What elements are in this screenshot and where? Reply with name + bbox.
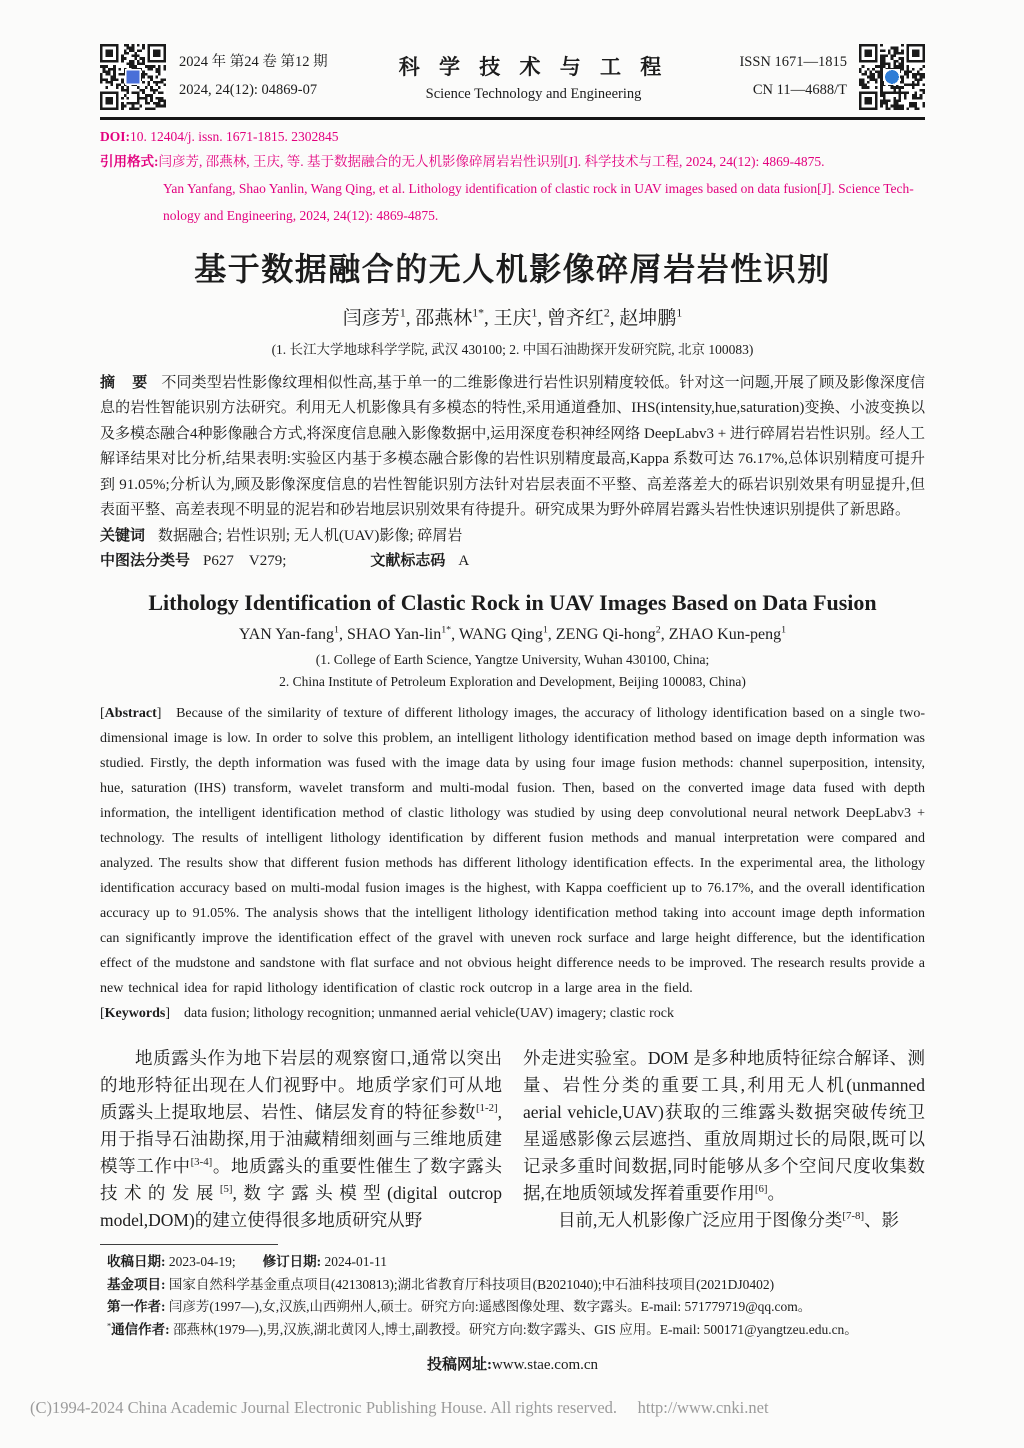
keywords-cn (100, 524, 925, 550)
body-column-right (523, 1045, 925, 1234)
footnotes (100, 1251, 925, 1341)
clc-label: 中图法分类号 (100, 553, 191, 569)
body-paragraph: 目前,无人机影像广泛应用于图像分类[7-8]、影 (558, 1209, 900, 1230)
affiliation-cn: (1. 长江大学地球科学学院, 武汉 430100; 2. 中国石油勘探开发研究院, 北京 100083) (271, 341, 754, 357)
doi-line: DOI:10. 12404/j. issn. 1671-1815. 2302845 (100, 128, 339, 144)
body-column-left (100, 1045, 502, 1234)
journal-title-en: Science Technology and Engineering (425, 86, 642, 102)
affiliation-en-line2: 2. China Institute of Petroleum Exploration and Development, Beijing 100083, China) (279, 673, 746, 689)
body-paragraph: 地质露头作为地下岩层的观察窗口,通常以突出的地形特征出现在人们视野中。地质学家们可从地质露头上提取地层、岩性、储层发育的特征参数[1-2],用于指导石油勘探,用于油藏精细刻画与三维地质建模等工作中[3-4]。地质露头的重要性催生了数字露头技术的发展[5],数字露头模型(digital outcrop model,DOM)的建立使得很多地质研究从野 (100, 1047, 503, 1230)
footnote-corresponding-author: *通信作者: 邵燕林(1979—),男,汉族,湖北黄冈人,博士,副教授。研究方向:数字露头、GIS 应用。E-mail: 500171@yangtzeu.edu.cn。 (107, 1321, 858, 1337)
cn-number: CN 11—4688/T (752, 82, 847, 98)
issue-line2: 2024, 24(12): 04869-07 (179, 82, 318, 98)
submission-url: 投稿网址:www.stae.com.cn (426, 1357, 599, 1373)
copyright-footer: (C)1994-2024 China Academic Journal Electronic Publishing House. All rights reserved. http://www.cnki.net (30, 1398, 769, 1417)
footnote-first-author: 第一作者: 闫彦芳(1997—),女,汉族,山西朔州人,硕士。研究方向:遥感图像处理、数字露头。E-mail: 571779719@qq.com。 (107, 1299, 812, 1314)
journal-names (328, 51, 740, 103)
footnote-funding: 基金项目: 国家自然科学基金重点项目(42130813);湖北省教育厅科技项目(B2021040);中石油科技项目(2021DJ0402) (107, 1276, 775, 1292)
affiliation-en-line1: (1. College of Earth Science, Yangtze University, Wuhan 430100, China; (315, 651, 710, 667)
footnote-separator (100, 1244, 278, 1246)
issue-line1: 2024 年 第24 卷 第12 期 (179, 54, 328, 71)
masthead (100, 44, 925, 110)
issn-number: ISSN 1671—1815 (739, 54, 847, 71)
header-rule (100, 117, 925, 120)
abstract-cn-label: 摘 要 (100, 374, 149, 391)
citation-en-line1: Yan Yanfang, Shao Yanlin, Wang Qing, et al. Lithology identification of clastic rock in UAV images based on data fusion[J]. Science Tech- (163, 180, 914, 196)
citation-en-line2: nology and Engineering, 2024, 24(12): 4869-4875. (163, 207, 439, 223)
keywords-cn-label: 关键词 (100, 527, 146, 544)
abstract-cn (100, 371, 925, 524)
authors-en: YAN Yan-fang$^1$, SHAO Yan-lin$^{1*}$, WANG Qing$^1$, ZENG Qi-hong$^2$, ZHAO Kun-peng$^1$ (238, 624, 787, 643)
doc-code-label: 文献标志码 (370, 553, 446, 569)
issue-info (179, 49, 328, 104)
clc-line (100, 549, 925, 575)
paper-title-en: Lithology Identification of Clastic Rock in UAV Images Based on Data Fusion (148, 589, 877, 615)
affiliation-en (100, 649, 925, 693)
journal-title-cn: 科 学 技 术 与 工 程 (398, 55, 669, 79)
authors-cn: 闫彦芳$^1$, 邵燕林$^{1*}$, 王庆$^1$, 曾齐红$^2$, 赵坤鹏$^1$ (342, 306, 683, 329)
abstract-cn-text: 不同类型岩性影像纹理相似性高,基于单一的二维影像进行岩性识别精度较低。针对这一问题,开展了顾及影像深度信息的岩性智能识别方法研究。利用无人机影像具有多模态的特性,采用通道叠加、IHS(intensity,hue,saturation)变换、小波变换以及多模态融合4种影像融合方式,将深度信息融入影像数据中,运用深度卷积神经网络 DeepLabv3 + 进行碎屑岩岩性识别。经人工解译结果对比分析,结果表明:实验区内基于多模态融合影像的岩性识别精度最高,Kappa 系数可达 76.17%,总体识别精度可提升到 91.05%;分析认为,顾及影像深度信息的岩性智能识别方法针对岩层表面不平整、高差落差大的砾岩识别效果有明显提升,但表面平整、高差表现不明显的泥岩和砂岩地层识别效果有待提升。研究成果为野外碎屑岩露头岩性快速识别提供了新思路。 (100, 374, 925, 518)
issn-info (739, 49, 847, 104)
doc-code-value: A (458, 553, 470, 569)
footnote-dates: 收稿日期: 2023-04-19; 修订日期: 2024-01-11 (107, 1254, 387, 1269)
keywords-cn-text: 数据融合; 岩性识别; 无人机(UAV)影像; 碎屑岩 (158, 527, 463, 544)
body-paragraph: 外走进实验室。DOM 是多种地质特征综合解译、测量、岩性分类的重要工具,利用无人机(unmanned aerial vehicle,UAV)获取的三维露头数据突破传统卫星遥感影像云层遮挡、重放周期过长的局限,既可以记录多重时间数据,同时能够从多个空间尺度收集数据,在地质领域发挥着重要作用[6]。 (523, 1047, 925, 1203)
clc-value: P627 V279; (203, 553, 287, 569)
citation-cn: 引用格式:闫彦芳, 邵燕林, 王庆, 等. 基于数据融合的无人机影像碎屑岩岩性识别[J]. 科学技术与工程, 2024, 24(12): 4869-4875. (100, 153, 825, 169)
abstract-en: [Abstract] Because of the similarity of texture of different lithology images, the accuracy of lithology identification based on a single two-dimensional image is low. In order to solve this problem, an intelligent lithology identification method based on image depth information was studied. Firstly, the depth information was fused with the image data by using four image fusion methods: channel superposition, intensity, hue, saturation (IHS) transform, wavelet transform and multi-modal fusion. Then, based on the converted image data fused with depth information, the intelligent identification method of clastic lithology was studied by using deep convolutional neural network DeepLabv3 + technology. The results of intelligent lithology identification by different fusion methods and manual interpretation were compared and analyzed. The results show that different fusion methods has different lithology identification effects. In the experimental area, the lithology identification accuracy based on multi-modal fusion images is the highest, with Kappa coefficient up to 76.17%, and the overall identification accuracy up to 91.05%. The analysis shows that the intelligent lithology identification method taking into account image depth information can significantly improve the identification effect of the gravel with uneven rock surface and large height difference, but the identification effect of the mudstone and sandstone with flat surface and not obvious height difference needs to be improved. The research results provide a new technical idea for rapid lithology identification of clastic rock outcrop in a large area in the field. (100, 705, 925, 996)
qr-code-right (859, 44, 925, 110)
keywords-en: [Keywords] data fusion; lithology recognition; unmanned aerial vehicle(UAV) imagery; clastic rock (100, 1005, 674, 1021)
qr-code-left (100, 44, 166, 110)
paper-title-cn: 基于数据融合的无人机影像碎屑岩岩性识别 (194, 250, 831, 287)
body-columns (100, 1045, 925, 1234)
citation-block (100, 148, 925, 229)
